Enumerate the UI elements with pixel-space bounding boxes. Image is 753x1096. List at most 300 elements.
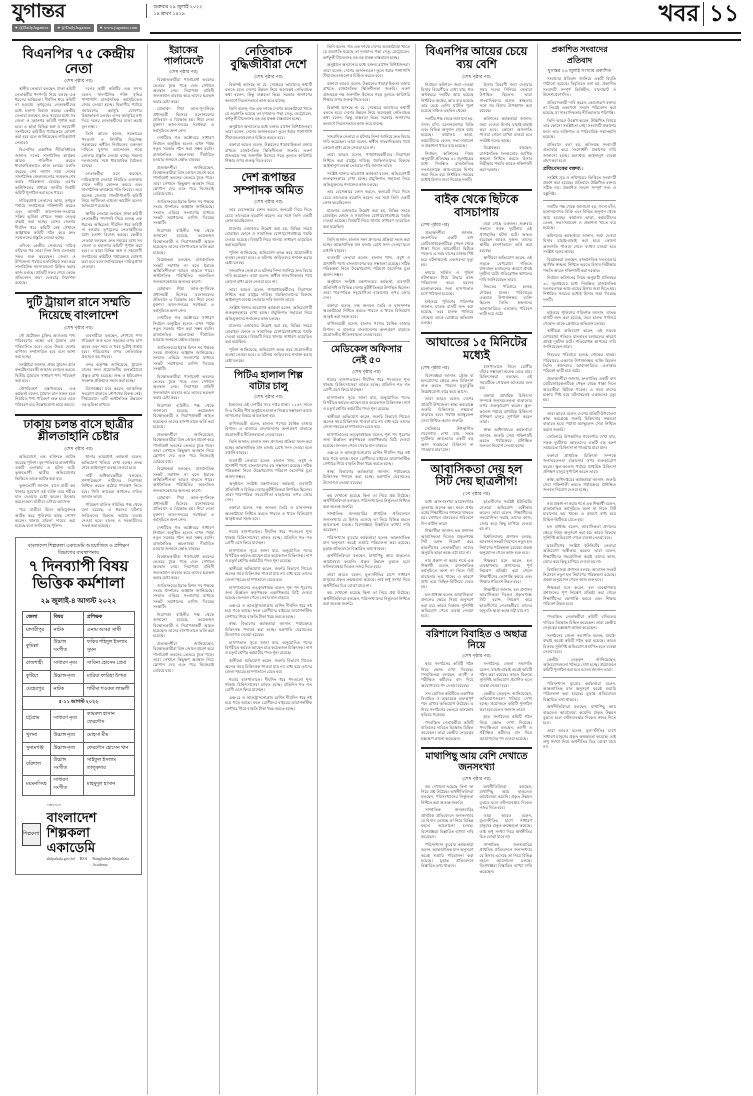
table-row [23, 709, 135, 729]
masthead-right [659, 2, 741, 26]
article-col-b [82, 86, 143, 288]
paragraph: প্রতিবাদকারী দাবি করেন, কোনোরূপ বক্তব্য না নিয়েই একপেশে সংবাদ পরিবেশন করা হয়েছে, যা সাংবাদিকতার নীতিমালার পরিপন্থি। [543, 99, 616, 116]
paragraph: সাম্প্রতিক জনশুমারির প্রাথমিক প্রতিবেদনে জনসংখ্যার যে হিসাব এসেছে তা নিয়ে বিভিন্ন মহলে আলোচনা চলছে। বিশেষজ্ঞরা বিস্তারিত ব্যাখ্যা দাবি করেছেন। [421, 807, 474, 840]
section-divider [543, 610, 616, 611]
column-1 [10, 44, 147, 1095]
paragraph: তারা আরও বলেন, মূল্যস্ফীতির চাপে সাধারণ মানুষের প্রকৃত ক্রয়ক্ষমতা কমেছে। তাই শুধু সংখ্যা দিয়ে অর্থনীতির চিত্র বোঝা যাবে না। [479, 812, 532, 840]
paragraph: স্বাস্থ্য অধিদপ্তরের কর্মকর্তারা জানান, জরুরি সেবা শক্তিশালী করতে পর্যায়ক্রমে প্রশিক্ষিত জনবল নিয়োগ দেওয়া হচ্ছে। [543, 476, 616, 493]
continued-note: (শেষ পৃষ্ঠার পর) [64, 324, 93, 330]
paragraph: স্থানীয়রা অভিযোগ করেন, জরুরি বিভাগে গিয়েও অনেক সময় চিকিৎসক পাওয়া যায় না। বাধ্য হয়ে তাদের জেলা শহরের হাসপাতালে যেতে হয়। [323, 413, 410, 430]
paragraph: বিশ্লেষকরা বলছেন, রাজনৈতিক দলগুলোর আর্থিক স্বচ্ছতা নিশ্চিত করতে হিসাব নিরীক্ষার পদ্ধতি আরও শক্তিশালী করা দরকার। [543, 256, 616, 273]
paragraph: বিএনপির একাধিক নীতিনির্ধারক জানান, দলের সাংগঠনিক কার্যক্রম আরও গতিশীল করতে ধারাবাহিকভাবে কাজ চলছে। চলতি বছরের শেষ নাগাদ সারা দেশের সাংগঠনিক জেলাগুলোর সম্মেলন শেষ করার পরিকল্পনা রয়েছে। এরপর কাউন্সিলের মাধ্যমে জাতীয় নির্বাহী কমিটি পুনর্গঠন করা হতে পারে। [15, 147, 76, 196]
article-body [543, 681, 616, 750]
column-3 [219, 44, 317, 1095]
masthead [0, 0, 753, 38]
continued-note: (শেষ পৃষ্ঠার পর) [462, 73, 491, 79]
cell-trainer: মোহসা মীম [83, 729, 134, 742]
paragraph: বাণিজ্যমন্ত্রী বলেন, হালাল পণ্যের বৈশ্বিক বাজার বিশাল। এ বাজারে বাংলাদেশের অংশগ্রহণ বাড়াতে প্রয়োজনীয় নীতিসহায়তা দেওয়া হবে। [323, 321, 410, 338]
twitter-link[interactable] [12, 24, 51, 32]
column-4 [317, 44, 415, 1095]
paragraph: বক্তারা প্রাথমিক চিকিৎসা সম্পর্কে জনসচেতনতা বাড়ানোর ওপর গুরুত্বারোপ করেন। স্কুল-কলেজ পর্যায়ে প্রাথমিক চিকিৎসা প্রশিক্ষণ চালুর সুপারিশ করেন তারা। [543, 452, 616, 474]
paragraph: স্থানীয়রা অভিযোগ করেন, এই সড়কে বেপরোয়া গতিতে যানবাহন চলাচলের কারণে প্রায়ই দুর্ঘটনা ঘটে। গতিরোধক স্থাপনের দাবি জানিয়েছেন তারা। [543, 328, 616, 350]
paragraph: দেশটিতে গত অক্টোবরে সাধারণ নির্বাচন অনুষ্ঠিত হলেও এখন পর্যন্ত নতুন সরকার গঠন করা সম্ভব হয়নি। রাজনৈতিক অচলাবস্থা দীর্ঘায়িত হওয়ায় জনমনে ক্ষোভ বাড়ছে। [153, 135, 214, 162]
paragraph: নৌপরিবহণ মন্ত্রণালয়ের এক কর্মকর্তা বলেন, ট্রায়াল রান সফল হলে নিয়মিত পণ্য পরিবহণ শুরু হবে। এতে পরিবহণ ব্যয় উল্লেখযোগ্য হারে কমবে। [15, 385, 76, 407]
paragraph: সাংবাদিক নেতারা এ ঘটনার নিন্দা জানিয়ে দ্রুত বিচার দাবি করেছেন। তারা বলেন, স্বাধীন সাংবাদিকতার পথে কোনো বাধা মেনে নেওয়া হবে না। [323, 133, 411, 150]
paragraph: তারা আরও বলেন, গণমাধ্যমকর্মীদের নিরাপত্তা নিশ্চিত করা রাষ্ট্রের দায়িত্ব। হুমকিদাতাদের বিরুদ্ধে আইনানুগ ব্যবস্থা নেওয়ার দাবি জানান তারা। [323, 152, 410, 169]
article-medical [323, 345, 410, 484]
paragraph: তারা আরও বলেন, গণমাধ্যমকর্মীদের নিরাপত্তা নিশ্চিত করা রাষ্ট্রের দায়িত্ব। হুমকিদাতাদের বিরুদ্ধে আইনানুগ ব্যবস্থা নেওয়ার দাবি জানান তারা। [225, 286, 312, 303]
paragraph: এক্স-রে ও আলট্রাসনোগ্রাম মেশিন দীর্ঘদিন ধরে নষ্ট হয়ে পড়ে আছে। ফলে রোগীদের বাইরের ডায়াগনস্টিক সেন্টারে গিয়ে বাড়তি টাকা খরচ করতে হচ্ছে। [323, 450, 410, 467]
cell-subject: নাটক [50, 624, 83, 637]
paragraph: তার মেসেঞ্জারে ফোন করলে, কলরেট দিয়ে দিতে চেয়ে তাদেরকে হয়রানি করেন। এর সঙ্গে তিনি একটি ফোন করেছিলেন। [225, 207, 312, 224]
ad-kicker: বাংলাদেশ শিল্পকলা একাডেমি আয়োজিত ও প্রশিক্ষণ বিভাগের ব্যবস্থাপনায় [27, 543, 130, 556]
article-body [225, 207, 312, 363]
paragraph: জাতিসংঘের ইরাক মিশন সব পক্ষকে সংযম প্রদর্শনের আহ্বান জানিয়েছে। সংঘাত এড়িয়ে সংলাপের মাধ্যমে সংকট সমাধানের তাগিদ দিয়েছে সংস্থাটি। [153, 199, 214, 226]
article-col-a [421, 82, 474, 185]
article-body [153, 77, 214, 673]
section-divider [421, 189, 532, 191]
paragraph: পরিবহণ মালিক সমিতির পক্ষ থেকে বলা হয়েছে, এ ধরনের ঘটনায় জড়িতদের বিরুদ্ধে কঠোর ব্যবস্থা নেওয়া হবে। চালক ও সহকারীদের সতর্ক করা হয়েছে। [81, 501, 142, 529]
headline-line-2[interactable]: প্রতিবাদ [566, 55, 593, 65]
paragraph: মধ্যে আসনসংখ্যা ছাত্রসংখ্যার তুলনায় অনেক কম। ফলে প্রথম বর্ষের শিক্ষার্থীদের গণরুমে থাকতে হয়। সেখানে মানবেতর পরিবেশে দিন কাটান তারা। [421, 499, 474, 526]
article-body [323, 44, 410, 126]
continued-note: (শেষ পৃষ্ঠার পর) [352, 368, 381, 374]
article-body [543, 204, 616, 302]
batch2-date-label: ৫-১১ আগস্ট ২০২২ [23, 696, 135, 709]
cell-district: কুষ্টিয়া [23, 670, 51, 683]
article-bnp-income [421, 46, 532, 185]
headline[interactable]: বরিশালে বিবাহিত ও অছাত্র নিয়ে [425, 630, 528, 651]
newspaper-logo[interactable]: যুগান্তর [12, 1, 65, 22]
paragraph: মোহাম্মদ শিয়া আল-সুদানিকে প্রধানমন্ত্রী হিসেবে মনোনয়নের প্রতিবাদে এ বিক্ষোভ হয়। শিয়া নেতা মুক্তাদা আল-সদরের সমর্থকরা এ কর্মসূচিতে অংশ নেন। [153, 286, 214, 313]
paragraph: হাসপাতালে নিলে রোগীর বাঁচার সম্ভাবনা অনেক বেড়ে যায়। চিকিৎসকরা বলছেন, এই সময়টিকে গোল্ডেন আওয়ার বলা হয়। [479, 363, 532, 390]
article-col-a [421, 364, 474, 455]
paragraph: কম দেখানো হয়েছে কিনা তা নিয়ে প্রশ্ন উঠেছে। অর্থনীতিবিদরা বলছেন, পরিসংখ্যানের নির্ভুলতা নিশ্চিত করা অত্যন্ত জরুরি। [323, 492, 410, 509]
column-7 [537, 44, 621, 1095]
paragraph: পরিসংখ্যান ব্যুরোর কর্মকর্তারা বলেন, আন্তর্জাতিক মান অনুসরণ করেই শুমারি পরিচালনা করা হয়েছে। চূড়ান্ত প্রতিবেদনে বিস্তারিত তথ্য থাকবে। [543, 680, 616, 702]
continued-note: (৩য় পৃষ্ঠার পর) [463, 491, 490, 497]
article-body [323, 493, 410, 606]
ad-organization: বাংলাদেশ শিল্পকলা একাডেমি [46, 809, 97, 855]
article-body [225, 529, 312, 711]
paragraph: নৌ প্রটোকল চুক্তির আওতায় পণ্য পরিবহণের লক্ষ্যে এই ট্রায়াল রান পরিচালিত হবে। এতে উভয় দেশের বাণিজ্য সম্প্রসারিত হবে বলে আশা করা হচ্ছে। [15, 332, 76, 360]
continued-note: (শেষ পৃষ্ঠার পর) [254, 73, 283, 79]
headline[interactable]: ঢাকায় চলন্ত বাসে ছাত্রীর শ্লীলতাহানি চেষ্টার [23, 418, 134, 444]
paragraph: শয্যার হাসপাতালে। দীর্ঘদিন ধরে পদগুলো শূন্য থাকায় চিকিৎসাসেবা ব্যাহত হচ্ছে। প্রতিদিন শত শত রোগী এসে ফিরে যাচ্ছেন। [225, 676, 312, 693]
section-divider [323, 489, 410, 490]
paragraph: মোহাম্মদ শিয়া আল-সুদানিকে প্রধানমন্ত্রী হিসেবে মনোনয়নের প্রতিবাদে এ বিক্ষোভ হয়। শিয়া নেতা মুক্তাদা আল-সদরের সমর্থকরা এ কর্মসূচিতে অংশ নেন। [153, 106, 214, 133]
paragraph: পদবঞ্চিত নেতাকর্মীরা কমিটি বাতিলের দাবিতে বিক্ষোভ মিছিল করেছেন। তারা কেন্দ্রীয় নেতৃত্বের হস্তক্ষেপ কামনা করেছেন। [421, 719, 474, 741]
paragraph: নির্বাচন কমিশনে জমা দেওয়া হিসাব বিবরণীতে দেখা যায়, গত অর্থবছরে দলটির আয় হয়েছে নির্ধারিত অঙ্কের, আর ব্যয় হয়েছে তার চেয়ে বেশি। ঘাটতি পূরণ হয়েছে সঞ্চিত তহবিল থেকে। [421, 81, 474, 114]
article-col-b [480, 661, 533, 743]
website-link[interactable] [97, 24, 141, 32]
paragraph: বিশ্লেষকরা বলছেন, রাজনৈতিক দলগুলোর আর্থিক স্বচ্ছতা নিশ্চিত করতে হিসাব নিরীক্ষার পদ্ধতি আরও শক্তিশালী করা দরকার। [479, 145, 532, 172]
article-body [543, 501, 616, 607]
table-body [23, 624, 135, 795]
cell-trainer: কামরুল হাসান ফেরদৌস [83, 709, 134, 729]
paragraph: নিরাপত্তা বাহিনীর পক্ষ থেকে জানানো হয়েছে, কয়েকজন বিক্ষোভকারী ও নিরাপত্তাকর্মী আহত হয়েছেন। তাদের হাসপাতালে ভর্তি করা হয়েছে। [153, 611, 214, 639]
paragraph: সাংবাদিক নেতারা এ ঘটনার নিন্দা জানিয়ে দ্রুত বিচার দাবি করেছেন। তারা বলেন, স্বাধীন সাংবাদিকতার পথে কোনো বাধা মেনে নেওয়া হবে না। [225, 268, 313, 284]
paragraph: পরিসংখ্যান ব্যুরোর কর্মকর্তারা বলেন, আন্তর্জাতিক মান অনুসরণ করেই শুমারি পরিচালনা করা হয়েছে। চূড়ান্ত প্রতিবেদনে বিস্তারিত তথ্য থাকবে। [323, 535, 410, 551]
cell-subject: উচ্চাঙ্গ নৃত্য [50, 742, 83, 755]
paragraph: শিক্ষার্থীরা জানান, হল প্রশাসন আবাসিকতা দিলেও প্রকৃতপক্ষে সিট বরাদ্দ নিয়ন্ত্রণ করে ছাত্রলীগের নেতাকর্মীরা। তাদের অনুমতি ছাড়া কক্ষে ওঠা যায় না। [421, 528, 474, 555]
article-per-capita-tail [543, 681, 616, 750]
article-intellectuals-cont [323, 44, 410, 126]
article-col-b [82, 333, 143, 410]
paragraph: পরে যাত্রীরা মিলে অভিযুক্তকে আটক করে পুলিশের কাছে সোপর্দ করেন। থানায় মামলা দায়ের করা হয়েছে বলে জানিয়েছে পুলিশ। [15, 507, 76, 529]
logo-wrap [12, 2, 140, 32]
paragraph: স্থানীয়রা অভিযোগ করেন, জরুরি বিভাগে গিয়েও অনেক সময় চিকিৎসক পাওয়া যায় না। বাধ্য হয়ে তাদের জেলা শহরের হাসপাতালে যেতে হয়। [225, 658, 312, 674]
cell-district: সুনামগঞ্জ [23, 742, 51, 755]
paragraph: সেমিনারে উপস্থাপিত গবেষণায় দেখা যায়, সড়ক দুর্ঘটনায় আহতদের একটি বড় অংশ সময়মতো চিকিৎসা না পাওয়ায় মারা যান। [421, 425, 474, 452]
cell-district: কুমিল্লা [23, 637, 51, 657]
paragraph: শয্যার হাসপাতালে। দীর্ঘদিন ধরে পদগুলো শূন্য থাকায় চিকিৎসাসেবা ব্যাহত হচ্ছে। প্রতিদিন শত শত রোগী এসে ফিরে যাচ্ছেন। [225, 529, 312, 545]
protest-subline: যুগান্তর ২৬ জুলাই সংখ্যায় প্রকাশিত [547, 67, 612, 73]
paragraph: নারী অধিকারকর্মীরা বলছেন, গণপরিবহণে নারীদের নিরাপত্তা নিশ্চিত করতে কঠোর পদক্ষেপ নিতে হবে। সিসি ক্যামেরা স্থাপনের দাবিও জানান তারা। [81, 472, 142, 500]
article-col-b [82, 454, 143, 531]
article-body [543, 614, 616, 672]
continued-note: (শেষ পৃষ্ঠার পর) [421, 364, 450, 370]
continued-note: (শেষ পৃষ্ঠার পর) [421, 221, 450, 227]
workshop-schedule-table [22, 611, 135, 796]
cell-trainer: এনাম আব্বা সাথী [83, 624, 134, 637]
headline[interactable]: নেতিবাচক বুদ্ধিজীবীরা দেশে [230, 46, 307, 71]
paragraph: হল প্রাধ্যক্ষ বলেন, আবাসিকতা প্রদানের ক্ষেত্রে নিয়ম অনুসরণ করা হয়। কারও বিরুদ্ধে সুনির্দিষ্ট অভিযোগ পেলে ব্যবস্থা নেওয়া হবে। [543, 524, 616, 541]
table-row [23, 755, 135, 775]
article-col-a [421, 499, 474, 621]
paragraph: স্থানীয়রা অভিযোগ করেন, জরুরি বিভাগে গিয়েও অনেক সময় চিকিৎসক পাওয়া যায় না। বাধ্য হয়ে তাদের জেলা শহরের হাসপাতালে যেতে হয়। [225, 566, 312, 582]
headline[interactable]: বিএনপির ৭৫ কেন্দ্রীয় নেতা [22, 46, 135, 77]
cell-district: ময়মনসিংহ [23, 775, 51, 795]
paragraph: বিশ্লেষকরা বলছেন, রাজনৈতিক সংকট সমাধান না হলে ইরাকে অস্থিতিশীলতা আরও বাড়তে পারে। অর্থনৈতিক পরিস্থিতির অবনতিও জনঅসন্তোষের অন্যতম কারণ। [153, 466, 214, 493]
section-divider [225, 367, 312, 368]
paragraph: মামলার এজাহারে উল্লেখ করা হয়, বিভিন্ন সময়ে মোবাইল ফোনে ও সামাজিক যোগাযোগমাধ্যমে হুমকি দেওয়া হয়েছে। বিষয়টি নিয়ে থানায় সাধারণ ডায়েরিও করা হয়েছিল। [225, 323, 312, 345]
website-url: www.jugantor.com [103, 25, 138, 30]
article-col-b [480, 499, 533, 621]
paragraph: বক্তারা বলেন, দক্ষ জনবল তৈরি ও মানসম্পন্ন অবকাঠামো নিশ্চিত করতে পারলে এ খাতে বিনিয়োগ আকৃষ্ট করা সহজ হবে। [225, 505, 312, 521]
headline[interactable]: ইরাকের পার্লামেন্টে [163, 46, 204, 67]
article-bike-tail [543, 310, 616, 403]
paragraph: ব্যবসায়ীরা বলছেন, নৌপথে পণ্য পরিবহণ শুরু হলে সড়কের ওপর চাপ কমবে এবং সময় ও খরচ দুটোই সাশ্রয় হবে। পরিবেশের ওপর নেতিবাচক প্রভাবও কম পড়বে। [81, 332, 142, 360]
paragraph: দায়িত্বপ্রাপ্ত নেতাদের ভাষ্য, তৃণমূল পর্যায়ে সংগঠনকে শক্তিশালী করতে এবং আগামী আন্দোলন-সংগ্রামে সক্রিয় ভূমিকা রাখতে সক্ষম নেতৃত্ব বাছাই করা হচ্ছে। যেসব জেলায় দীর্ঘদিন ধরে কমিটি নেই সেখানে আহ্বায়ক কমিটি গঠন করে দ্রুত সম্মেলনের প্রস্তুতি নেওয়া হচ্ছে। [15, 197, 76, 241]
section-divider [15, 414, 142, 416]
article-columns [15, 333, 142, 410]
cell-district: চট্টগ্রাম [23, 709, 51, 729]
paragraph: বিক্ষোভকারীরা পার্লামেন্ট ভবনের ভেতরে ঢুকে পড়ে এবং সেখানে অবস্থান নেয়। নিরাপত্তা বাহিনী জলকামান ব্যবহার করে তাদের ছত্রভঙ্গ করার চেষ্টা করে। [153, 553, 214, 581]
paragraph: কম দেখানো হয়েছে কিনা তা নিয়ে প্রশ্ন উঠেছে। অর্থনীতিবিদরা বলছেন, পরিসংখ্যানের নির্ভুলতা নিশ্চিত করা অত্যন্ত জরুরি। [421, 783, 474, 805]
table-row [23, 729, 135, 742]
paragraph: সংশ্লিষ্ট সূত্র ও নথিপত্রের ভিত্তিতে সংবাদটি প্রকাশ করা হয়েছে। প্রতিবাদে উল্লিখিত বক্তব্য সঠিক নয়। প্রকাশিত সংবাদ সম্পূর্ণ সত্য ও বস্তুনিষ্ঠ। [543, 174, 616, 196]
paragraph: বিশ্লেষকরা বলছেন, রাজনৈতিক সংকট সমাধান না হলে ইরাকে অস্থিতিশীলতা আরও বাড়তে পারে। অর্থনৈতিক পরিস্থিতির অবনতিও জনঅসন্তোষের অন্যতম কারণ। [153, 257, 214, 284]
article-body [543, 310, 616, 403]
continued-note: (শেষ পৃষ্ঠার পর) [169, 69, 198, 75]
paragraph: ছাত্রলীগের সংশ্লিষ্ট ইউনিটের নেতারা অভিযোগ অস্বীকার করেন। তারা বলেন, শিক্ষার্থীদের সহযোগিতা করাই তাদের কাজ, জোর করে কিছু চাপিয়ে দেওয়া হয় না। [479, 499, 532, 532]
ad-footer-pre: বাস্তবায়নে [46, 802, 62, 807]
article-per-capita [421, 752, 532, 876]
section-divider [421, 459, 532, 461]
article-hall-seat-tail [543, 501, 616, 607]
globe-icon: ● [99, 25, 103, 30]
article-pta [225, 371, 312, 521]
paragraph: দেশটিতে গত অক্টোবরে সাধারণ নির্বাচন অনুষ্ঠিত হলেও এখন পর্যন্ত নতুন সরকার গঠন করা সম্ভব হয়নি। রাজনৈতিক অচলাবস্থা দীর্ঘায়িত হওয়ায় জনমনে ক্ষোভ বাড়ছে। [153, 524, 214, 551]
paragraph: সংশ্লিষ্ট থানার ভারপ্রাপ্ত কর্মকর্তা বলেন, অভিযোগটি গুরুত্বসহকারে দেখা হচ্ছে। প্রযুক্তিগত সহায়তা নিয়ে অভিযুক্তদের শনাক্তের কাজ চলছে। [225, 304, 312, 321]
article-columns [15, 454, 142, 531]
paragraph: হিসাব বিবরণী জমা দেওয়ার সময় দলের সিনিয়র নেতারা উপস্থিত ছিলেন। তারা সাংবাদিকদের বলেন, স্বচ্ছতার সঙ্গে সব হিসাব উপস্থাপন করা হয়েছে। [479, 81, 532, 114]
paragraph: সংবাদের প্রতিবাদ জানিয়ে একটি বিবৃতি পাঠানো হয়েছে। বিবৃতিতে বলা হয়, প্রকাশিত সংবাদটি সম্পূর্ণ ভিত্তিহীন, বানোয়াট ও উদ্দেশ্যপ্রণোদিত। [543, 75, 616, 97]
date-line-gregorian: শুক্রবার ২৯ জুলাই ২০২২ [153, 5, 203, 10]
article-col-a [15, 454, 76, 531]
article-hall-seat [421, 464, 532, 622]
paragraph: তারা আরও বলেন, দেশের প্রতিটি উপজেলা স্বাস্থ্য কমপ্লেক্সে জরুরি চিকিৎসার সক্ষমতা বাড়াতে হবে। পর্যাপ্ত অ্যাম্বুলেন্স সেবা নিশ্চিত করাও জরুরি। [421, 396, 474, 423]
paragraph: মামলার এজাহারে উল্লেখ করা হয়, বিভিন্ন সময়ে মোবাইল ফোনে ও সামাজিক যোগাযোগমাধ্যমে হুমকি দেওয়া হয়েছে। বিষয়টি নিয়ে থানায় সাধারণ ডায়েরিও করা হয়েছিল। [323, 207, 410, 229]
headline[interactable]: মেডিকেল অফিসার নেই ৫০ [331, 345, 402, 367]
headline[interactable]: বাইক থেকে ছিটকে বাসচাপায় [434, 194, 519, 219]
section-divider [323, 341, 410, 342]
cell-district: রাজশাহী [23, 657, 51, 670]
paragraph: বিশ্ববিদ্যালয় প্রশাসন বলছে, আবাসন সংকট নিরসনে নতুন হল নির্মাণের পরিকল্পনা রয়েছে। প্রকল্প অনুমোদন পেলে কাজ শুরু হবে। [543, 566, 616, 583]
paragraph: বিশেষজ্ঞরা জানান, স্ট্রোক বা হৃদরোগের ক্ষেত্রে দ্রুত চিকিৎসা শুরু করতে পারলে মৃত্যুঝুঁকি উল্লেখযোগ্য হারে কমে আসে। [421, 372, 474, 394]
cell-trainer: শামীমা শওকত লাভলী [83, 683, 134, 696]
article-trial-runs [15, 297, 142, 409]
paragraph: থানার ভারপ্রাপ্ত কর্মকর্তা বলেন, অভিযোগ খতিয়ে দেখা হচ্ছে। তদন্ত শেষে আইনানুগ ব্যবস্থা নেওয়া হবে। [81, 454, 142, 470]
paragraph: বিক্ষোভকারীরা পার্লামেন্ট ভবনের ভেতরে ঢুকে পড়ে এবং সেখানে অবস্থান নেয়। নিরাপত্তা বাহিনী জলকামান ব্যবহার করে তাদের ছত্রভঙ্গ করার চেষ্টা করে। [153, 77, 214, 104]
paragraph: সংশ্লিষ্টরা জানান, প্রথম ট্রায়াল রানে কনটেইনারবাহী জাহাজ চলাচল করবে। দ্বিতীয় ট্রায়ালে সাধারণ পণ্য পরিবহণ করা হবে। [15, 362, 76, 384]
table-row [23, 742, 135, 755]
table-row [23, 637, 135, 657]
article-desh-rupantor-cont [323, 134, 410, 229]
publication-date [146, 4, 202, 18]
paragraph: সাম্প্রতিক জনশুমারির প্রাথমিক প্রতিবেদনে জনসংখ্যার যে হিসাব এসেছে তা নিয়ে বিভিন্ন মহলে আলোচনা চলছে। বিশেষজ্ঞরা বিস্তারিত ব্যাখ্যা দাবি করেছেন। [479, 841, 532, 874]
paragraph: তিনি বলেন, গত এক দশকে দেশের অবকাঠামো খাতে যে অগ্রগতি হয়েছে তা দৃশ্যমান। পদ্মা সেতু, মেট্রোরেল, কর্ণফুলী টানেলসহ বড় বড় প্রকল্প বাস্তবায়ন হচ্ছে। [323, 44, 410, 60]
paragraph: প্রত্যক্ষদর্শীরা জানান, দ্রুতগতির একটি বাস মোটরসাইকেলটিকে পেছন থেকে ধাক্কা দিলে আরোহীরা ছিটকে পড়েন। এ সময় বাসের চাকায় পিষ্ট হয়ে ঘটনাস্থলেই একজনের মৃত্যু হয়। [543, 375, 616, 403]
article-columns [15, 86, 142, 288]
section-divider [323, 233, 410, 234]
paragraph: নিহতের পরিবারে চলছে শোকের মাতম। পরিবারের একমাত্র উপার্জনক্ষম ব্যক্তি ছিলেন তিনি। স্বজনদের আহাজারিতে এলাকার পরিবেশ ভারী হয়ে ওঠে। [479, 284, 532, 317]
ad-contact-links [47, 856, 135, 868]
paragraph: দেশটিতে গত অক্টোবরে সাধারণ নির্বাচন অনুষ্ঠিত হলেও এখন পর্যন্ত নতুন সরকার গঠন করা সম্ভব হয়নি। রাজনৈতিক অচলাবস্থা দীর্ঘায়িত হওয়ায় জনমনে ক্ষোভ বাড়ছে। [153, 315, 214, 342]
section-divider [421, 747, 532, 749]
paragraph: বক্তারা আরও বলেন, উন্নয়নের ধারাবাহিকতা বজায় রাখতে রাজনৈতিক স্থিতিশীলতা জরুরি। তরুণ প্রজন্মকে দক্ষ জনশক্তি হিসেবে গড়ে তুলতে কারিগরি শিক্ষার ওপর গুরুত্ব দিতে হবে। [323, 80, 410, 102]
paragraph: পুলিশ জানিয়েছে, অভিযোগ তদন্ত করে প্রয়োজনীয় ব্যবস্থা নেওয়া হবে। এ ঘটনায় জড়িতদের শনাক্ত করার চেষ্টা চলছে। [225, 347, 312, 363]
article-bnp-income-tail [543, 204, 616, 302]
article-body [323, 237, 410, 337]
paragraph: বিকাশই আসছে না যে, সেক্ষেত্রে আমাদের কথাটি বলতে হবে। দেশের উন্নয়ন নিয়ে অনেকেই নেতিবাচক কথা বলেন, কিন্তু বাস্তবতা ভিন্ন। সরকার জনগণের কল্যাণে নিরলসভাবে কাজ করে যাচ্ছে। [225, 81, 312, 103]
ad-youtube-link[interactable]: Bangladesh Shilpakala Academy [92, 855, 129, 867]
twitter-icon: ● [15, 25, 18, 30]
section-divider [225, 525, 312, 526]
paragraph: অনুষ্ঠানে অন্যান্যের মধ্যে বক্তব্য রাখেন বিশিষ্টজনরা। তারা বলেন, দেশের অর্জনগুলো তুলে ধরার পাশাপাশি সীমাবদ্ধতাগুলোও চিহ্নিত করতে হবে। [323, 62, 410, 79]
article-columns [421, 221, 532, 328]
paragraph: বিক্ষোভকারীরা পার্লামেন্ট ভবনের ভেতরে ঢুকে পড়ে এবং সেখানে অবস্থান নেয়। নিরাপত্তা বাহিনী জলকামান ব্যবহার করে তাদের ছত্রভঙ্গ করার চেষ্টা করে। [153, 373, 214, 401]
headline[interactable]: বিএনপির আয়ের চেয়ে ব্যয় বেশি [425, 46, 528, 71]
col-trainer: প্রশিক্ষক [83, 611, 134, 624]
paragraph: ভুক্তভোগী জানান, বাসে যাত্রী কম থাকার সুযোগে ওই ব্যক্তি তার শরীরে হাত দেওয়ার চেষ্টা করেন। চিৎকার করলে অন্য যাত্রীরা এগিয়ে আসেন। [15, 483, 76, 505]
paragraph: কমিশনের কর্মকর্তারা জানান, জমা দেওয়া হিসাব যাচাই-বাছাই করা হবে। কোনো অসংগতি পাওয়া গেলে ব্যাখ্যা চাওয়া হবে সংশ্লিষ্ট দলের কাছে। [479, 116, 532, 143]
cell-district: বরিশাল [23, 755, 51, 775]
paragraph: স্থানীয় নেতারা বলছেন, ঢাকা কমিটি নেতাকর্মীর পদপদবি নিয়ে চলছে এক ধরনের অস্থিরতা। দীর্ঘদিন ধরে কমিটি না হওয়ায় তৃণমূলের নেতাকর্মীদের মধ্যে হতাশা বিরাজ করছে। কেন্দ্রীয় নেতারা বলছেন, দ্রুত সময়ের মধ্যে সব জেলা ও মহানগর কমিটি পূর্ণাঙ্গ করা হবে। এ ছাড়া বিভিন্ন অঙ্গ ও সহযোগী সংগঠনের কমিটিও পর্যায়ক্রমে ঘোষণা করা হবে বলে জানিয়েছেন দায়িত্বপ্রাপ্ত নেতারা। [15, 86, 76, 145]
article-medical-col3 [225, 529, 312, 711]
cell-trainer: মাহমুদুল হাসান [83, 775, 134, 795]
paragraph: ছাত্র সংগঠনের কমিটি গঠন নিয়ে ক্ষোভ দেখা দিয়েছে। পদবঞ্চিতরা বলছেন, ত্যাগী ও পরীক্ষিত কর্মীদের বাদ দিয়ে অযোগ্যদের পদ দেওয়া হয়েছে। [479, 714, 532, 741]
article-bnp-75 [15, 46, 142, 288]
article-col-a [15, 333, 76, 410]
facebook-icon: ● [57, 25, 61, 30]
paragraph: দলটির পক্ষ থেকে জানানো হয়, সদস্য চাঁদা, মনোনয়নপত্র বিক্রি এবং বিভিন্ন অনুদান থেকে আয় হয়েছে। কার্যালয় ভাড়া, কর্মচারীদের বেতন, সভা-সমাবেশ ও প্রকাশনা খাতে ব্যয় হয়েছে। [421, 116, 474, 148]
social-links [12, 24, 140, 32]
col-subject: বিষয় [50, 611, 83, 624]
cell-subject: সাধারণ নৃত্য [50, 709, 83, 729]
article-bus-harass [15, 419, 142, 531]
paragraph: বিশেষজ্ঞরা মনে করেন, আঞ্চলিক সংযোগ বাড়াতে নৌপথের বিকল্প নেই। দীর্ঘমেয়াদে এটি অর্থনৈতিক উন্নয়নে বড় ভূমিকা রাখবে। [81, 385, 142, 407]
section-divider [323, 130, 410, 131]
paragraph: কমিশনের কর্মকর্তারা জানান, জমা দেওয়া হিসাব যাচাই-বাছাই করা হবে। কোনো অসংগতি পাওয়া গেলে ব্যাখ্যা চাওয়া হবে সংশ্লিষ্ট দলের কাছে। [543, 233, 616, 255]
paragraph: সদ্য ঘোষিত কমিটিতে একাধিক বিবাহিত ও অছাত্রকে গুরুত্বপূর্ণ পদে রাখার অভিযোগ উঠেছে। এ নিয়ে সংগঠনের ভেতরে অসন্তোষ ছড়িয়ে পড়েছে। [421, 690, 474, 717]
article-col-b [480, 364, 533, 455]
paragraph: বন্দর কর্তৃপক্ষ জানিয়েছে, ট্রায়াল রানের জন্য প্রয়োজনীয় অবকাঠামো প্রস্তুত রাখা হয়েছে। শুল্ক ও ইমিগ্রেশন সংক্রান্ত প্রক্রিয়াও সহজ করা হচ্ছে। [81, 362, 142, 384]
paragraph: নিরাপত্তা বাহিনীর পক্ষ থেকে জানানো হয়েছে, কয়েকজন বিক্ষোভকারী ও নিরাপত্তাকর্মী আহত হয়েছেন। তাদের হাসপাতালে ভর্তি করা হয়েছে। [153, 402, 214, 430]
headline[interactable]: পিটিএ হালাল শিল্প বাটার চালু [234, 371, 303, 392]
paragraph: জাতিসংঘের ইরাক মিশন সব পক্ষকে সংযম প্রদর্শনের আহ্বান জানিয়েছে। সংঘাত এড়িয়ে সংলাপের মাধ্যমে সংকট সমাধানের তাগিদ দিয়েছে সংস্থাটি। [153, 344, 214, 371]
paragraph: অর্থনীতিবিদরা বলছেন, মাথাপিছু আয় বাড়লেও আয়বৈষম্য কমেনি। প্রকৃত উন্নয়ন বুঝতে হলে বণ্টনব্যবস্থার দিকেও নজর দিতে হবে। [479, 783, 532, 810]
article-col-a [421, 784, 474, 877]
page-grid [0, 41, 753, 1095]
table-row [23, 670, 135, 683]
shilpakala-seal-icon: শিল্পকলা [22, 823, 41, 846]
table-header-row [23, 611, 135, 624]
table-row [23, 683, 135, 696]
reporter-reply-label: প্রতিবেদকের বক্তব্য : [543, 166, 584, 172]
ad-date-range: ২৯ জুলাই-৪ আগস্ট ২০২২ [40, 596, 117, 605]
paragraph: প্রত্যক্ষদর্শীরা জানিয়েছেন, বিক্ষোভকারীরা গ্রিন জোনে প্রবেশ করে পার্লামেন্ট ভবনের ভেতরে ঢুকে পড়ে। তারা সেখানে কিছুক্ষণ অবস্থান নিয়ে স্লোগান দেয় এবং পরে নিজেরাই বেরিয়ে যায়। [153, 431, 214, 464]
paragraph: অনুষ্ঠানে সংশ্লিষ্ট মন্ত্রণালয়ের কর্মকর্তা, ব্যবসায়ী প্রতিনিধি ও বিভিন্ন দেশের কূটনীতিকরা উপস্থিত ছিলেন। তারা পারস্পরিক সহযোগিতা বাড়ানোর ওপর জোর দেন। [323, 279, 410, 301]
paragraph: হাসপাতাল সূত্রে জানা যায়, অনুমোদিত পদের বিপরীতে কর্মরত আছেন মাত্র কয়েকজন চিকিৎসক। নার্স ও চতুর্থ শ্রেণির কর্মচারীর পদও শূন্য রয়েছে। [323, 395, 410, 411]
article-body [323, 134, 410, 229]
paragraph: স্থানীয় নেতারা বলছেন, ঢাকা কমিটি নেতাকর্মীর পদপদবি নিয়ে চলছে এক ধরনের অস্থিরতা। দীর্ঘদিন ধরে কমিটি না হওয়ায় তৃণমূলের নেতাকর্মীদের মধ্যে হতাশা বিরাজ করছে। কেন্দ্রীয় নেতারা বলছেন, দ্রুত সময়ের মধ্যে সব জেলা ও মহানগর কমিটি পূর্ণাঙ্গ করা হবে। এ ছাড়া বিভিন্ন অঙ্গ ও সহযোগী সংগঠনের কমিটিও পর্যায়ক্রমে ঘোষণা করা হবে বলে জানিয়েছেন দায়িত্বপ্রাপ্ত নেতারা। [81, 210, 142, 270]
headline-line-1[interactable]: প্রকাশিত সংবাদের [551, 45, 608, 54]
cell-subject: উচ্চাঙ্গ নৃত্য [50, 670, 83, 683]
table-row [23, 775, 135, 795]
paragraph: প্রত্যক্ষদর্শীরা জানিয়েছেন, বিক্ষোভকারীরা গ্রিন জোনে প্রবেশ করে পার্লামেন্ট ভবনের ভেতরে ঢুকে পড়ে। তারা সেখানে কিছুক্ষণ অবস্থান নিয়ে স্লোগান দেয় এবং পরে নিজেরাই বেরিয়ে যায়। [153, 164, 214, 197]
continued-note: (শেষ পৃষ্ঠার পর) [254, 394, 283, 400]
cell-trainer: ফকির শহিদুল ইসলাম সুমন [83, 637, 134, 657]
article-barisal-tail [543, 614, 616, 672]
paragraph: হাইওয়ে পুলিশের পরিদর্শক জানান, ঘাতক বাসটি জব্দ করা হয়েছে, তবে চালক পালিয়ে গেছেন। তাকে গ্রেপ্তারে অভিযান চলছে। [421, 298, 474, 326]
paragraph: এদিকে কেন্দ্রীয় নেতাদের দায়িত্ব বণ্টনের পর তারা নিজ নিজ এলাকায় সফর শুরু করেছেন। জেলা ও উপজেলা পর্যায়ে মতবিনিময় সভা করে সাংগঠনিক সমস্যাগুলো চিহ্নিত করার কাজ চলছে। প্রতিটি সফর শেষে কেন্দ্রে প্রতিবেদন জমা দেওয়ার নির্দেশনা রয়েছে। [15, 243, 76, 286]
ad-facebook-link[interactable]: BSA [79, 855, 88, 861]
cell-trainer: সাবিনা হোসেন প্রেমা [83, 657, 134, 670]
paragraph: হাসপাতাল সূত্রে জানা যায়, অনুমোদিত পদের বিপরীতে কর্মরত আছেন মাত্র কয়েকজন চিকিৎসক। নার্স ও চতুর্থ শ্রেণির কর্মচারীর পদও শূন্য রয়েছে। [225, 639, 312, 656]
paragraph: মামলার এজাহারে উল্লেখ করা হয়, বিভিন্ন সময়ে মোবাইল ফোনে ও সামাজিক যোগাযোগমাধ্যমে হুমকি দেওয়া হয়েছে। বিষয়টি নিয়ে থানায় সাধারণ ডায়েরিও করা হয়েছিল। [225, 225, 312, 247]
paragraph: স্থানীয়রা অভিযোগ করেন, এই সড়কে বেপরোয়া গতিতে যানবাহন চলাচলের কারণে প্রায়ই দুর্ঘটনা ঘটে। গতিরোধক স্থাপনের দাবি জানিয়েছেন তারা। [479, 255, 532, 282]
section-divider [421, 332, 532, 334]
ad-org-block [47, 802, 135, 868]
article-intellectuals [225, 46, 312, 164]
continued-note: (শেষ পৃষ্ঠার পর) [254, 199, 283, 205]
cell-district: খুলনা [23, 729, 51, 742]
paragraph: স্বাস্থ্য বিভাগের কর্মকর্তারা জানান, পর্যায়ক্রমে চিকিৎসক পদায়ন করা হচ্ছে। যন্ত্রপাতি মেরামতের উদ্যোগও নেওয়া হয়েছে। [225, 621, 312, 638]
section-divider [543, 677, 616, 678]
cell-subject: সাধারণ নৃত্য [50, 657, 83, 670]
section-title: খবর [658, 1, 700, 26]
article-minutes15 [421, 337, 532, 455]
article-body [225, 82, 312, 164]
article-columns [421, 364, 532, 455]
headline[interactable]: মাথাপিছু আয় বেশি দেখাতে জনসংখ্যা [425, 752, 528, 773]
paragraph: বক্তারা প্রাথমিক চিকিৎসা সম্পর্কে জনসচেতনতা বাড়ানোর ওপর গুরুত্বারোপ করেন। স্কুল-কলেজ পর্যায়ে প্রাথমিক চিকিৎসা প্রশিক্ষণ চালুর সুপারিশ করেন তারা। [479, 392, 532, 425]
article-col-a [421, 221, 474, 328]
paragraph: তিনি জানান, হালাল সনদ প্রদানের প্রক্রিয়া সহজ করা হচ্ছে। আন্তর্জাতিক মান বজায় রেখে সনদ দেওয়া হলে রপ্তানি বাড়বে। [225, 439, 312, 455]
section-divider [421, 625, 532, 627]
advertisement[interactable] [15, 537, 142, 875]
paragraph: অর্থনীতিবিদরা বলছেন, মাথাপিছু আয় বাড়লেও আয়বৈষম্য কমেনি। প্রকৃত উন্নয়ন বুঝতে হলে বণ্টনব্যবস্থার দিকেও নজর দিতে হবে। [323, 553, 410, 570]
masthead-rule [150, 32, 741, 34]
ad-title: ৭ দিনব্যাপী বিষয় ভিত্তিক কর্মশালা [28, 558, 129, 592]
continued-note: (শেষ পৃষ্ঠার পর) [462, 653, 491, 659]
paragraph: সংগঠনের জেলা সভাপতি বলেন, যাচাই-বাছাই করেই কমিটি গঠন করা হয়েছে। কারও বিরুদ্ধে সুনির্দিষ্ট অভিযোগ প্রমাণিত হলে ব্যবস্থা নেওয়া হবে। [543, 632, 616, 654]
paragraph: অনুষ্ঠানে অন্যান্যের মধ্যে বক্তব্য রাখেন বিশিষ্টজনরা। তারা বলেন, দেশের অর্জনগুলো তুলে ধরার পাশাপাশি সীমাবদ্ধতাগুলোও চিহ্নিত করতে হবে। [225, 123, 312, 140]
paragraph: বক্তারা আরও বলেন, উন্নয়নের ধারাবাহিকতা বজায় রাখতে রাজনৈতিক স্থিতিশীলতা জরুরি। তরুণ প্রজন্মকে দক্ষ জনশক্তি হিসেবে গড়ে তুলতে কারিগরি শিক্ষার ওপর গুরুত্ব দিতে হবে। [225, 142, 312, 164]
paragraph: বিশ্ববিদ্যালয় প্রশাসন বলছে, আবাসন সংকট নিরসনে নতুন হল নির্মাণের পরিকল্পনা রয়েছে। প্রকল্প অনুমোদন পেলে কাজ শুরু হবে। [479, 533, 532, 555]
article-columns [421, 784, 532, 877]
article-col-b [480, 82, 533, 185]
paragraph: শিক্ষার্থীরা জানান, হল প্রশাসন আবাসিকতা দিলেও প্রকৃতপক্ষে সিট বরাদ্দ নিয়ন্ত্রণ করে ছাত্রলীগের নেতাকর্মীরা। তাদের অনুমতি ছাড়া কক্ষে ওঠা যায় না। [479, 586, 532, 614]
facebook-link[interactable] [54, 24, 93, 32]
section-divider [225, 168, 312, 169]
cell-subject: উচ্চাঙ্গ সংগীত [50, 755, 83, 775]
ad-website-link[interactable]: shilpakala.gov.bd [46, 855, 75, 861]
paragraph: তিনি বলেন, গত এক দশকে দেশের অবকাঠামো খাতে যে অগ্রগতি হয়েছে তা দৃশ্যমান। পদ্মা সেতু, মেট্রোরেল, কর্ণফুলী টানেলসহ বড় বড় প্রকল্প বাস্তবায়ন হচ্ছে। [225, 105, 312, 122]
paragraph: ইতালের এই দেশটির সদর দপ্তর ঢাকা। ১২৩৭ সালে দি-৬ দ্বিতীয় শীর্ষ অনুষ্ঠানে হালাল শিল্পের সম্ভাবনা কাজে লাগানোর বিষয়ে আলোচনা হয়। [225, 402, 312, 419]
paragraph: কেন্দ্রীয় নেতৃবৃন্দ জানিয়েছেন, অভিযোগগুলো খতিয়ে দেখা হচ্ছে। প্রয়োজনে কমিটি পুনর্গঠন করা হবে বলেও জানান তারা। [479, 690, 532, 712]
article-columns [421, 82, 532, 185]
article-bike [421, 194, 532, 328]
continued-note: (শেষ পৃষ্ঠার পর) [64, 78, 93, 84]
paragraph: সংশ্লিষ্ট থানার ভারপ্রাপ্ত কর্মকর্তা বলেন, অভিযোগটি গুরুত্বসহকারে দেখা হচ্ছে। প্রযুক্তিগত সহায়তা নিয়ে অভিযুক্তদের শনাক্তের কাজ চলছে। [323, 170, 410, 187]
ad-footer [22, 802, 135, 868]
cell-subject: উচ্চাঙ্গ নৃত্য [50, 729, 83, 742]
paragraph: শয্যার হাসপাতালে। দীর্ঘদিন ধরে পদগুলো শূন্য থাকায় চিকিৎসাসেবা ব্যাহত হচ্ছে। প্রতিদিন শত শত রোগী এসে ফিরে যাচ্ছেন। [323, 376, 410, 393]
paragraph: স্বাস্থ্য বিভাগের কর্মকর্তারা জানান, পর্যায়ক্রমে চিকিৎসক পদায়ন করা হচ্ছে। যন্ত্রপাতি মেরামতের উদ্যোগও নেওয়া হয়েছে। [323, 468, 410, 485]
paragraph: পদবঞ্চিত নেতাকর্মীরা কমিটি বাতিলের দাবিতে বিক্ষোভ মিছিল করেছেন। তারা কেন্দ্রীয় নেতৃত্বের হস্তক্ষেপ কামনা করেছেন। [543, 614, 616, 631]
article-iraq [153, 46, 214, 673]
paragraph: কেন্দ্রীয় নেতৃবৃন্দ জানিয়েছেন, অভিযোগগুলো খতিয়ে দেখা হচ্ছে। প্রয়োজনে কমিটি পুনর্গঠন করা হবে বলেও জানান তারা। [543, 656, 616, 673]
column-2 [147, 44, 219, 1095]
cell-subject: নাটক [50, 683, 83, 696]
headline[interactable]: দুটি ট্রায়াল রানে সম্মতি দিয়েছে বাংলাদেশ [26, 297, 131, 323]
masthead-left [12, 2, 202, 32]
section-divider [543, 200, 616, 201]
paragraph: ছাত্রলীগের সংশ্লিষ্ট ইউনিটের নেতারা অভিযোগ অস্বীকার করেন। তারা বলেন, শিক্ষার্থীদের সহযোগিতা করাই তাদের কাজ, জোর করে কিছু চাপিয়ে দেওয়া হয় না। [543, 542, 616, 564]
article-barisal [421, 630, 532, 743]
paragraph: তিনি আরও বলেন, সরকারের পদত্যাগ ও নির্দলীয় নিরপেক্ষ সরকারের অধীনে নির্বাচনের একদফা দাবিতে যুগপৎ আন্দোলন গড়ে তোলার প্রস্তুতি নেওয়া হচ্ছে। সমমনা দলগুলোর সঙ্গে ধারাবাহিক বৈঠকও চলছে। [81, 131, 142, 169]
article-col-a [15, 86, 76, 288]
paragraph: হাসপাতালের তত্ত্বাবধায়ক বলেন, শূন্য পদ পূরণের জন্য ঊর্ধ্বতন কর্তৃপক্ষকে একাধিকবার চিঠি দেওয়া হয়েছে। জনবল পেলে সেবার মান বাড়বে। [323, 431, 410, 448]
paragraph: দলের স্থায়ী কমিটির এক সদস্য বলেন, সাংগঠনিক শক্তি বৃদ্ধির পাশাপাশি রাজনৈতিক কর্মসূচিতেও জোর দেওয়া হচ্ছে। বিভাগীয় পর্যায়ে সমাবেশের কর্মসূচি ঘোষণার চিন্তাভাবনা চলছে। এসব কর্মসূচির মধ্য দিয়ে দলের নেতাকর্মীদের চাঙা করাই মূল লক্ষ্য। [81, 86, 142, 129]
article-columns [421, 499, 532, 621]
reporter-reply-body [543, 175, 616, 196]
article-body [543, 411, 616, 493]
paragraph: অভিযোগে এক ব্যক্তিকে আটক করেছে পুলিশ। বৃহস্পতিবার রাজধানীর একটি এলাকায় এ ঘটনা ঘটে। ভুক্তভোগী ছাত্রীর অভিযোগের ভিত্তিতে তাকে আটক করা হয়। [15, 454, 76, 481]
section-divider [543, 306, 616, 307]
headline[interactable]: দেশ রূপান্তর সম্পাদক অমিত [233, 171, 304, 197]
section-divider [15, 292, 142, 294]
headline[interactable]: আবাসিকতা দেয় হল সিট দেয় ছাত্রলীগ! [430, 463, 523, 489]
article-body [543, 76, 616, 163]
paragraph: ব্যবসায়ী নেতারা বলেন, হালাল খাদ্য, ওষুধ ও প্রসাধনী পণ্যে বাংলাদেশের বড় সম্ভাবনা রয়েছে। সঠিক পরিকল্পনা নিলে উল্লেখযোগ্য পরিমাণ বৈদেশিক মুদ্রা অর্জন সম্ভব। [323, 255, 410, 277]
paragraph: তারা আরও বলেন, মূল্যস্ফীতির চাপে সাধারণ মানুষের প্রকৃত ক্রয়ক্ষমতা কমেছে। তাই শুধু সংখ্যা দিয়ে অর্থনীতির চিত্র বোঝা যাবে না। [323, 571, 410, 588]
headline[interactable]: আঘাতের ১৫ মিনিটের মধ্যেই [425, 336, 528, 362]
cell-subject: উচ্চাঙ্গ সংগীত [50, 637, 83, 657]
